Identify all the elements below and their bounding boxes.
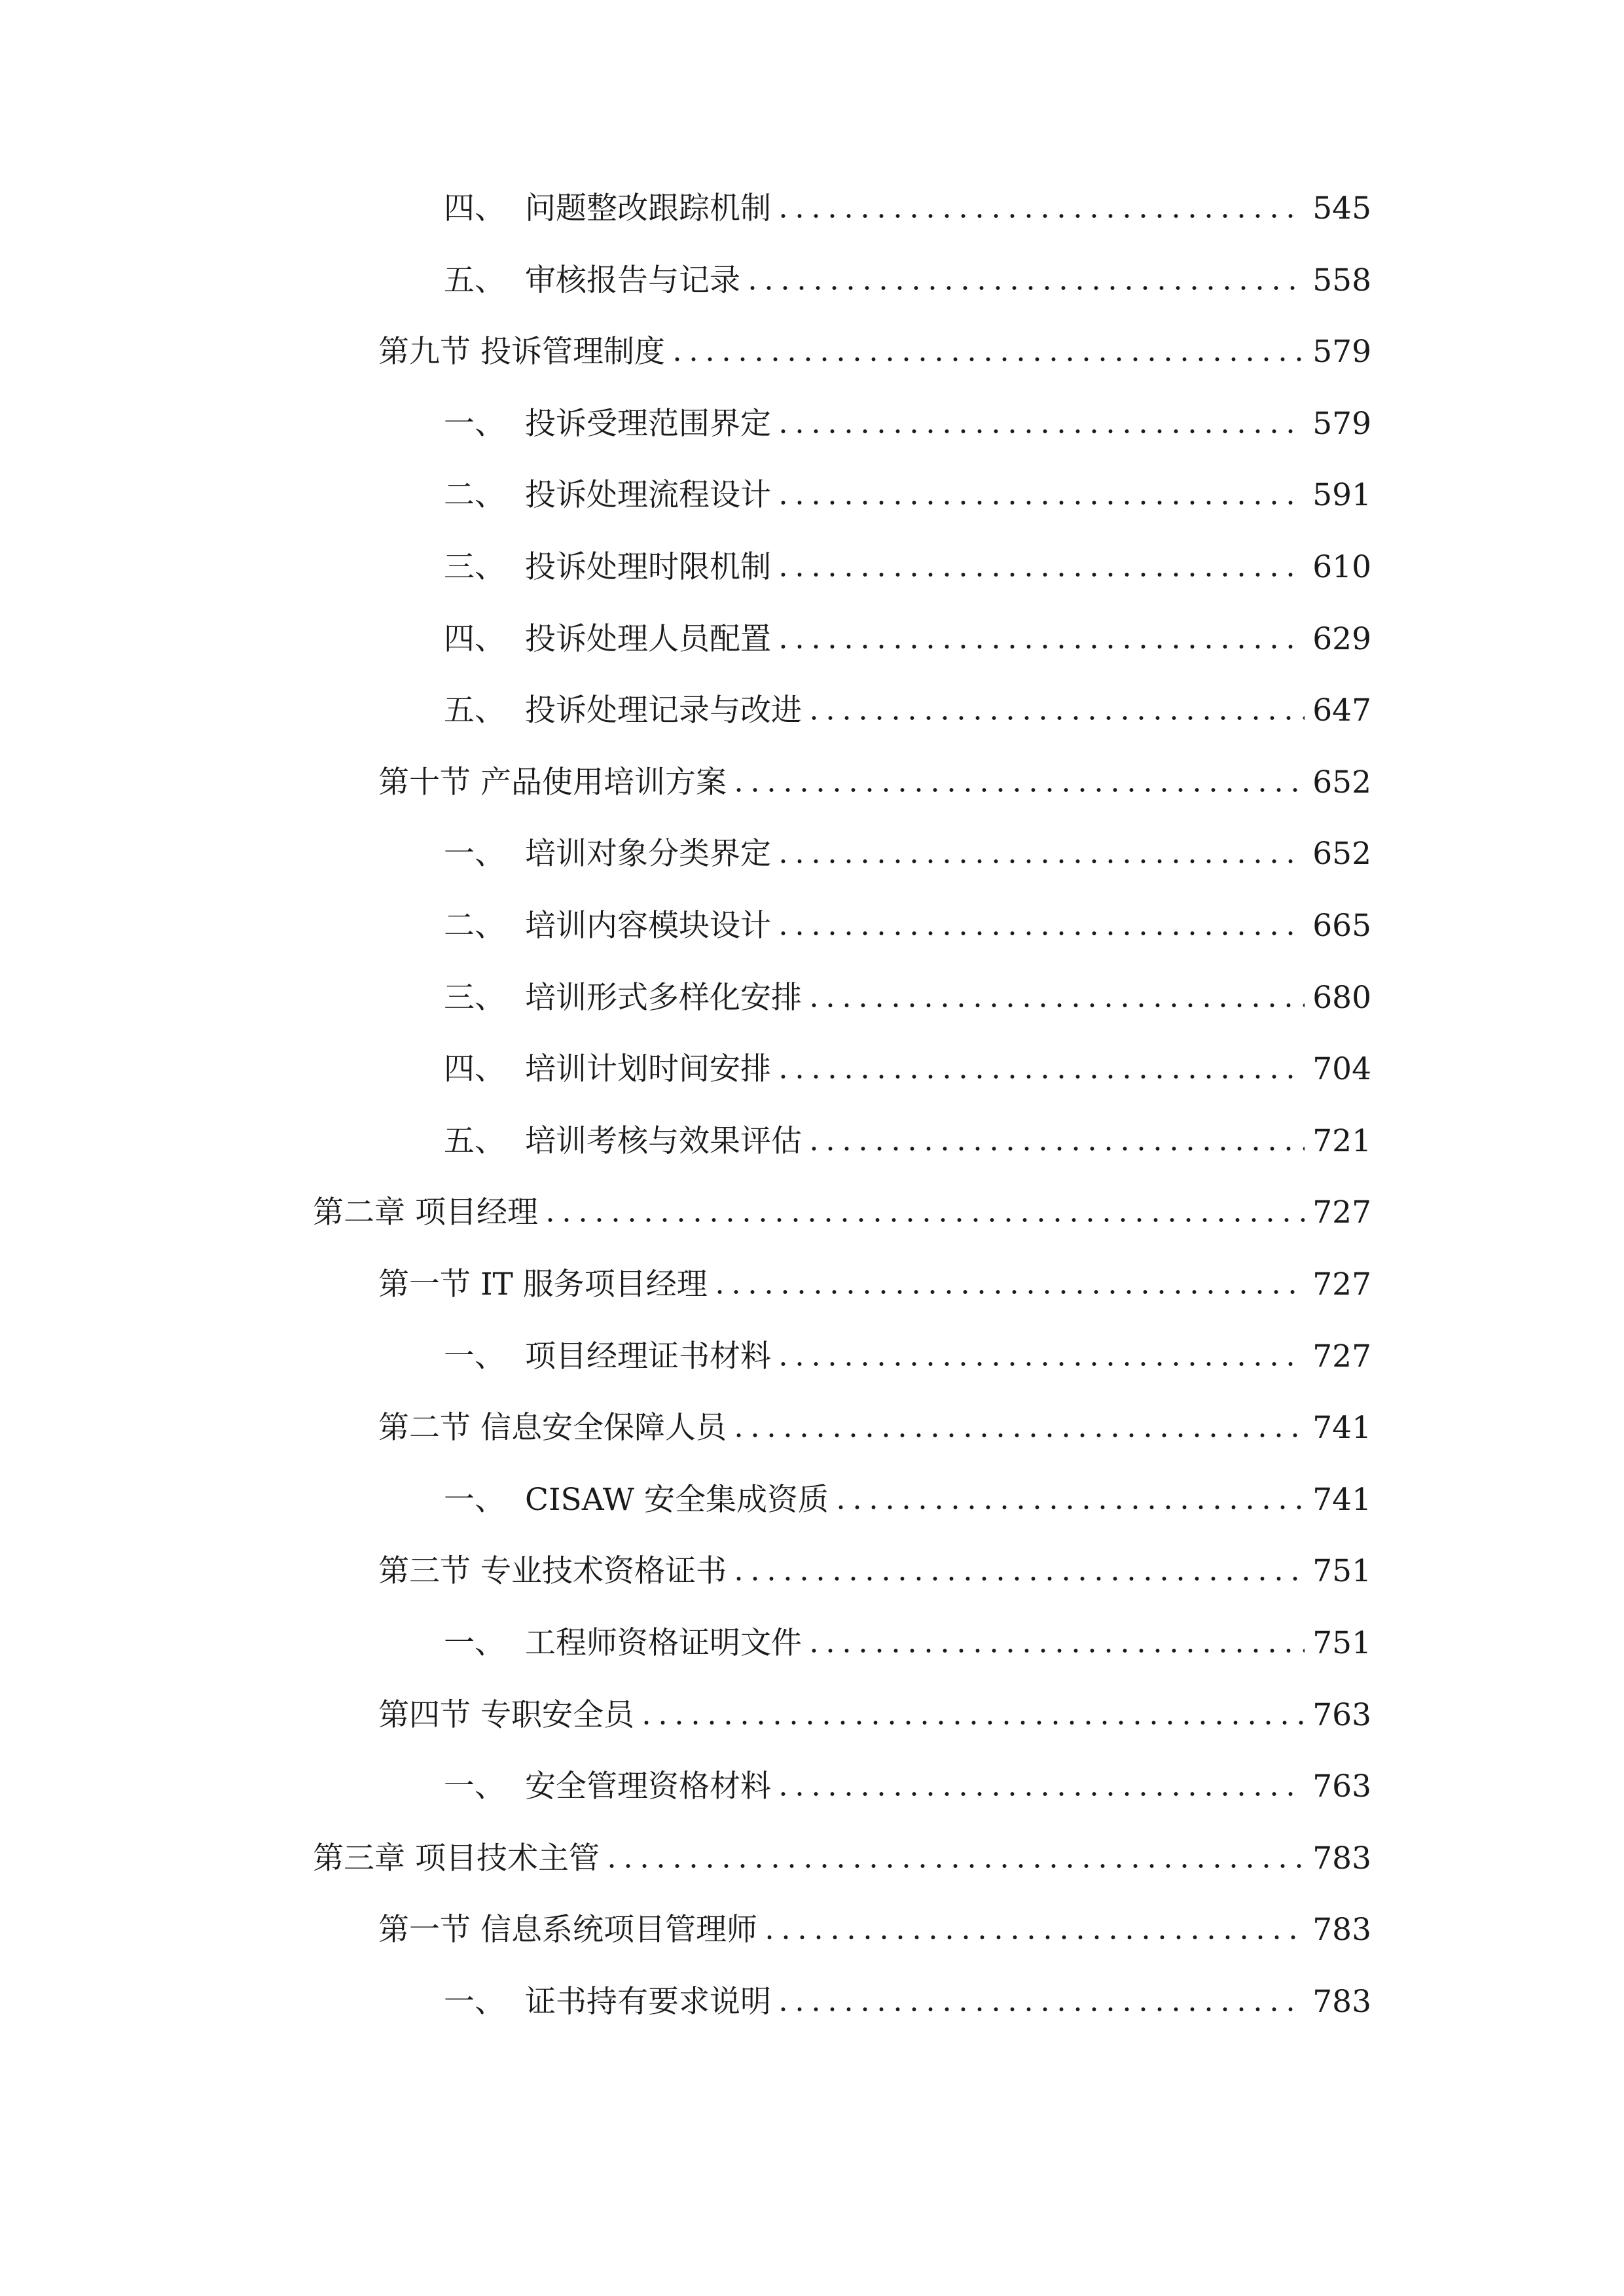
toc-dot-leader [604,1840,1305,1871]
toc-entry-title: 培训对象分类界定 [525,836,771,872]
toc-entry-page-number: 629 [1312,621,1371,657]
toc-entry-marker: 一、 [444,1625,505,1661]
toc-dot-leader [775,908,1305,939]
toc-entry[interactable] [444,673,1371,726]
toc-entry-page-number: 763 [1312,1768,1371,1804]
toc-entry[interactable] [444,1965,1371,2020]
toc-entry[interactable] [313,1821,1371,1874]
toc-entry-page-number: 545 [1312,190,1371,226]
toc-entry[interactable] [444,602,1371,655]
toc-entry[interactable] [444,458,1371,511]
toc-dot-leader [775,549,1305,580]
toc-dot-leader [806,692,1305,723]
toc-entry-page-number: 665 [1312,908,1371,944]
toc-entry-title: 第四节 专职安全员 [378,1697,634,1733]
toc-dot-leader [712,1266,1305,1297]
toc-entry-title: 投诉处理时限机制 [525,549,771,585]
toc-entry[interactable] [444,387,1371,442]
toc-entry-page-number: 783 [1312,1912,1371,1948]
toc-dot-leader [775,1984,1305,2015]
toc-entry-page-number: 579 [1312,334,1371,370]
toc-entry-marker: 一、 [444,1768,505,1804]
toc-entry-page-number: 763 [1312,1697,1371,1733]
toc-entry-page-number: 751 [1312,1625,1371,1661]
toc-entry-page-number: 727 [1312,1338,1371,1374]
toc-entry[interactable] [444,243,1371,296]
toc-entry-page-number: 741 [1312,1410,1371,1446]
toc-entry-page-number: 704 [1312,1051,1371,1087]
toc-entry-title: 第一节 信息系统项目管理师 [378,1912,757,1948]
toc-entry-marker: 五、 [444,1123,505,1159]
toc-entry-title: 培训形式多样化安排 [525,980,802,1016]
toc-entry[interactable] [444,817,1371,872]
toc-entry-page-number: 558 [1312,262,1371,298]
toc-entry[interactable] [444,889,1371,944]
toc-entry[interactable] [378,1391,1371,1446]
toc-dot-leader [806,1123,1305,1154]
toc-entry-marker: 一、 [444,406,505,442]
toc-entry-marker: 三、 [444,549,505,585]
toc-dot-leader [761,1912,1305,1943]
toc-dot-leader [775,477,1305,508]
toc-entry[interactable] [378,1247,1371,1300]
toc-entry-page-number: 783 [1312,1984,1371,2020]
toc-dot-leader [542,1194,1305,1225]
toc-entry-title: 培训内容模块设计 [525,908,771,944]
toc-entry-title: 第十节 产品使用培训方案 [378,764,727,800]
toc-entry-marker: 五、 [444,262,505,298]
toc-dot-leader [775,406,1305,437]
toc-entry[interactable] [444,1032,1371,1085]
toc-entry-page-number: 741 [1312,1482,1371,1518]
toc-entry-title: 投诉受理范围界定 [525,406,771,442]
toc-dot-leader [775,1338,1305,1369]
toc-entry-title: 安全管理资格材料 [525,1768,771,1804]
toc-entry-page-number: 579 [1312,406,1371,442]
toc-entry-marker: 一、 [444,1984,505,2020]
toc-dot-leader [806,980,1305,1011]
toc-entry-page-number: 783 [1312,1840,1371,1876]
toc-entry-marker: 四、 [444,190,505,226]
toc-entry-marker: 四、 [444,1051,505,1087]
toc-entry-title: 第三节 专业技术资格证书 [378,1553,727,1589]
toc-dot-leader [775,1051,1305,1082]
toc-entry-title: CISAW 安全集成资质 [525,1482,829,1518]
toc-entry[interactable] [444,1749,1371,1802]
toc-entry-page-number: 727 [1312,1266,1371,1302]
toc-entry[interactable] [378,315,1371,370]
toc-entry-title: 投诉处理人员配置 [525,621,771,657]
toc-entry-marker: 四、 [444,621,505,657]
toc-entry-marker: 二、 [444,477,505,513]
toc-entry-title: 培训计划时间安排 [525,1051,771,1087]
toc-entry-title: 第二章 项目经理 [313,1194,538,1230]
toc-entry-page-number: 591 [1312,477,1371,513]
toc-entry-page-number: 647 [1312,692,1371,728]
toc-dot-leader [638,1697,1305,1728]
toc-entry-title: 审核报告与记录 [525,262,740,298]
toc-entry-page-number: 727 [1312,1194,1371,1230]
toc-dot-leader [775,1768,1305,1799]
toc-dot-leader [744,262,1305,293]
toc-entry-page-number: 721 [1312,1123,1371,1159]
toc-entry-marker: 二、 [444,908,505,944]
toc-entry[interactable] [313,1175,1371,1228]
toc-entry-page-number: 680 [1312,980,1371,1016]
toc-dot-leader [775,190,1305,221]
toc-entry-title: 投诉处理流程设计 [525,477,771,513]
toc-entry-title: 问题整改跟踪机制 [525,190,771,226]
toc-entry[interactable] [378,1893,1371,1948]
toc-entry-marker: 一、 [444,1338,505,1374]
toc-entry-title: 第一节 IT 服务项目经理 [378,1266,708,1302]
toc-dot-leader [775,836,1305,867]
toc-entry-title: 第三章 项目技术主管 [313,1840,600,1876]
toc-entry[interactable] [444,1606,1371,1659]
toc-entry-title: 第九节 投诉管理制度 [378,334,665,370]
toc-dot-leader [731,1410,1305,1441]
toc-entry-page-number: 751 [1312,1553,1371,1589]
toc-entry[interactable] [444,171,1371,224]
toc-entry-title: 投诉处理记录与改进 [525,692,802,728]
toc-dot-leader [775,621,1305,652]
toc-dot-leader [731,764,1305,795]
toc-dot-leader [669,334,1305,365]
toc-entry[interactable] [444,1463,1371,1518]
toc-entry-marker: 五、 [444,692,505,728]
toc-dot-leader [833,1482,1305,1513]
toc-entry-marker: 一、 [444,836,505,872]
toc-entry-page-number: 610 [1312,549,1371,585]
toc-entry-title: 第二节 信息安全保障人员 [378,1410,727,1446]
toc-entry[interactable] [378,745,1371,798]
toc-entry[interactable] [444,1319,1371,1372]
toc-dot-leader [806,1625,1305,1656]
toc-entry-marker: 三、 [444,980,505,1016]
toc-entry-title: 工程师资格证明文件 [525,1625,802,1661]
toc-entry[interactable] [444,1104,1371,1157]
toc-entry-title: 项目经理证书材料 [525,1338,771,1374]
toc-entry[interactable] [378,1534,1371,1587]
toc-entry-marker: 一、 [444,1482,505,1518]
toc-entry[interactable] [444,530,1371,583]
toc-dot-leader [731,1553,1305,1584]
toc-entry-title: 证书持有要求说明 [525,1984,771,2020]
toc-entry[interactable] [444,961,1371,1016]
toc-entry[interactable] [378,1678,1371,1731]
toc-entry-page-number: 652 [1312,836,1371,872]
toc-entry-title: 培训考核与效果评估 [525,1123,802,1159]
toc-entry-page-number: 652 [1312,764,1371,800]
